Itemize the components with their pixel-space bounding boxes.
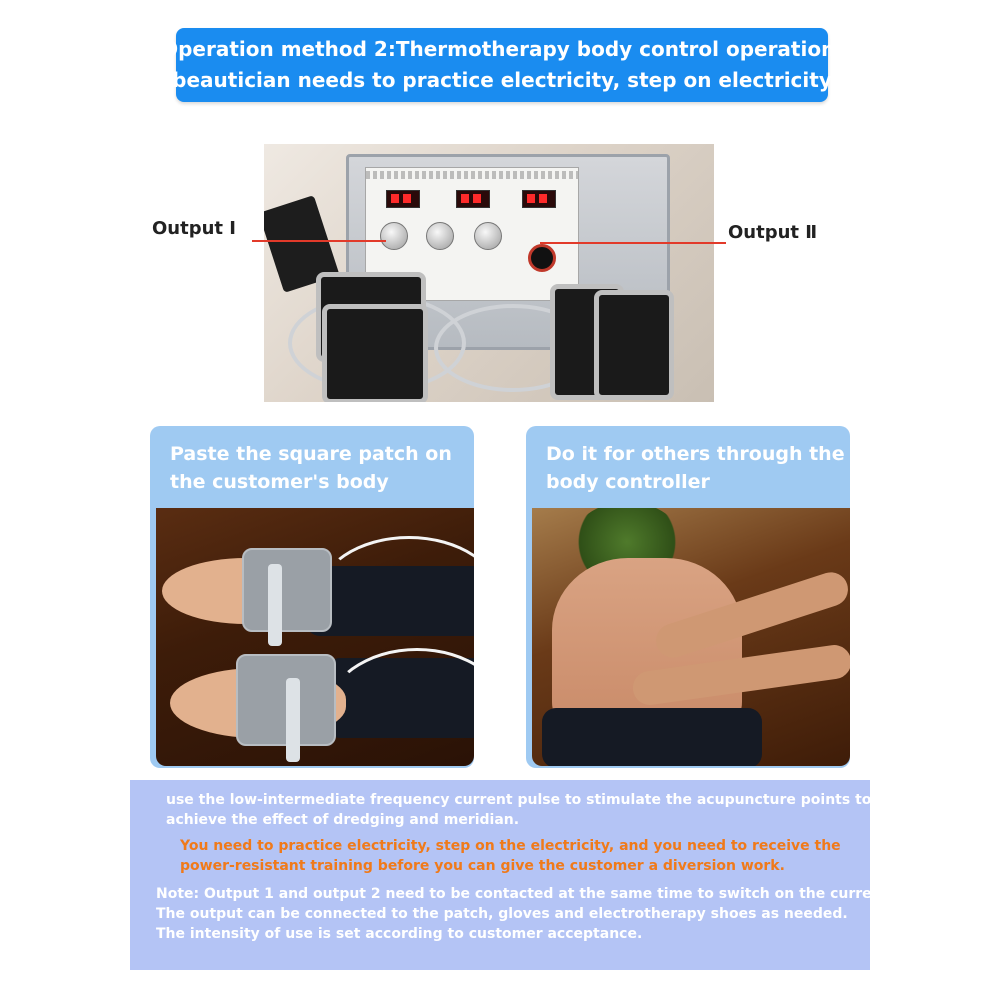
- intro-line-2: achieve the effect of dredging and meridian.: [166, 812, 520, 828]
- led-display-2: [456, 190, 490, 208]
- panel-title-strip: [366, 171, 578, 179]
- card-title: [170, 440, 464, 496]
- led-display-3: [522, 190, 556, 208]
- output-1-arrow: [252, 240, 386, 242]
- card-title-line-2: body controller: [546, 471, 710, 493]
- knob-left: [380, 222, 408, 250]
- electrode-pad-4: [594, 290, 674, 400]
- card-paste-patch: [150, 426, 474, 768]
- output-2-arrow: [540, 242, 726, 244]
- warning-line-1: You need to practice electricity, step on the electricity, and you need to receive the: [180, 838, 841, 854]
- title-line-2: beautician needs to practice electricity, step on electricity: [172, 68, 832, 92]
- card-title: [546, 440, 845, 496]
- output-socket: [528, 244, 556, 272]
- note-line-2: The output can be connected to the patch, gloves and electrotherapy shoes as needed.: [156, 906, 848, 922]
- wire-upper: [316, 536, 474, 662]
- title-line-1: Operation method 2:Thermotherapy body control operation,: [161, 37, 843, 61]
- title-banner: [161, 28, 843, 102]
- electrode-pad-2: [322, 304, 428, 402]
- strap-lower: [286, 678, 300, 762]
- card-title-line-1: Do it for others through the: [546, 443, 845, 465]
- warning-line-2: power-resistant training before you can give the customer a diversion work.: [180, 858, 785, 874]
- strap-upper: [268, 564, 282, 646]
- patient-trousers: [542, 708, 762, 766]
- info-box: [130, 780, 894, 970]
- massage-photo: [532, 508, 850, 766]
- card-title-line-2: the customer's body: [170, 471, 389, 493]
- card-title-line-1: Paste the square patch on: [170, 443, 452, 465]
- card-body-controller: [526, 426, 850, 768]
- output-1-label: Output Ⅰ: [152, 218, 236, 239]
- led-display-1: [386, 190, 420, 208]
- note-line-3: The intensity of use is set according to customer acceptance.: [156, 926, 643, 942]
- intro-line-1: use the low-intermediate frequency current pulse to stimulate the acupuncture points to: [166, 792, 872, 808]
- output-2-label: Output Ⅱ: [728, 222, 818, 243]
- device-photo: [264, 144, 714, 402]
- note-line-1: Note: Output 1 and output 2 need to be contacted at the same time to switch on the current.: [156, 886, 894, 902]
- feet-photo: [156, 508, 474, 766]
- knob-right: [474, 222, 502, 250]
- knob-middle: [426, 222, 454, 250]
